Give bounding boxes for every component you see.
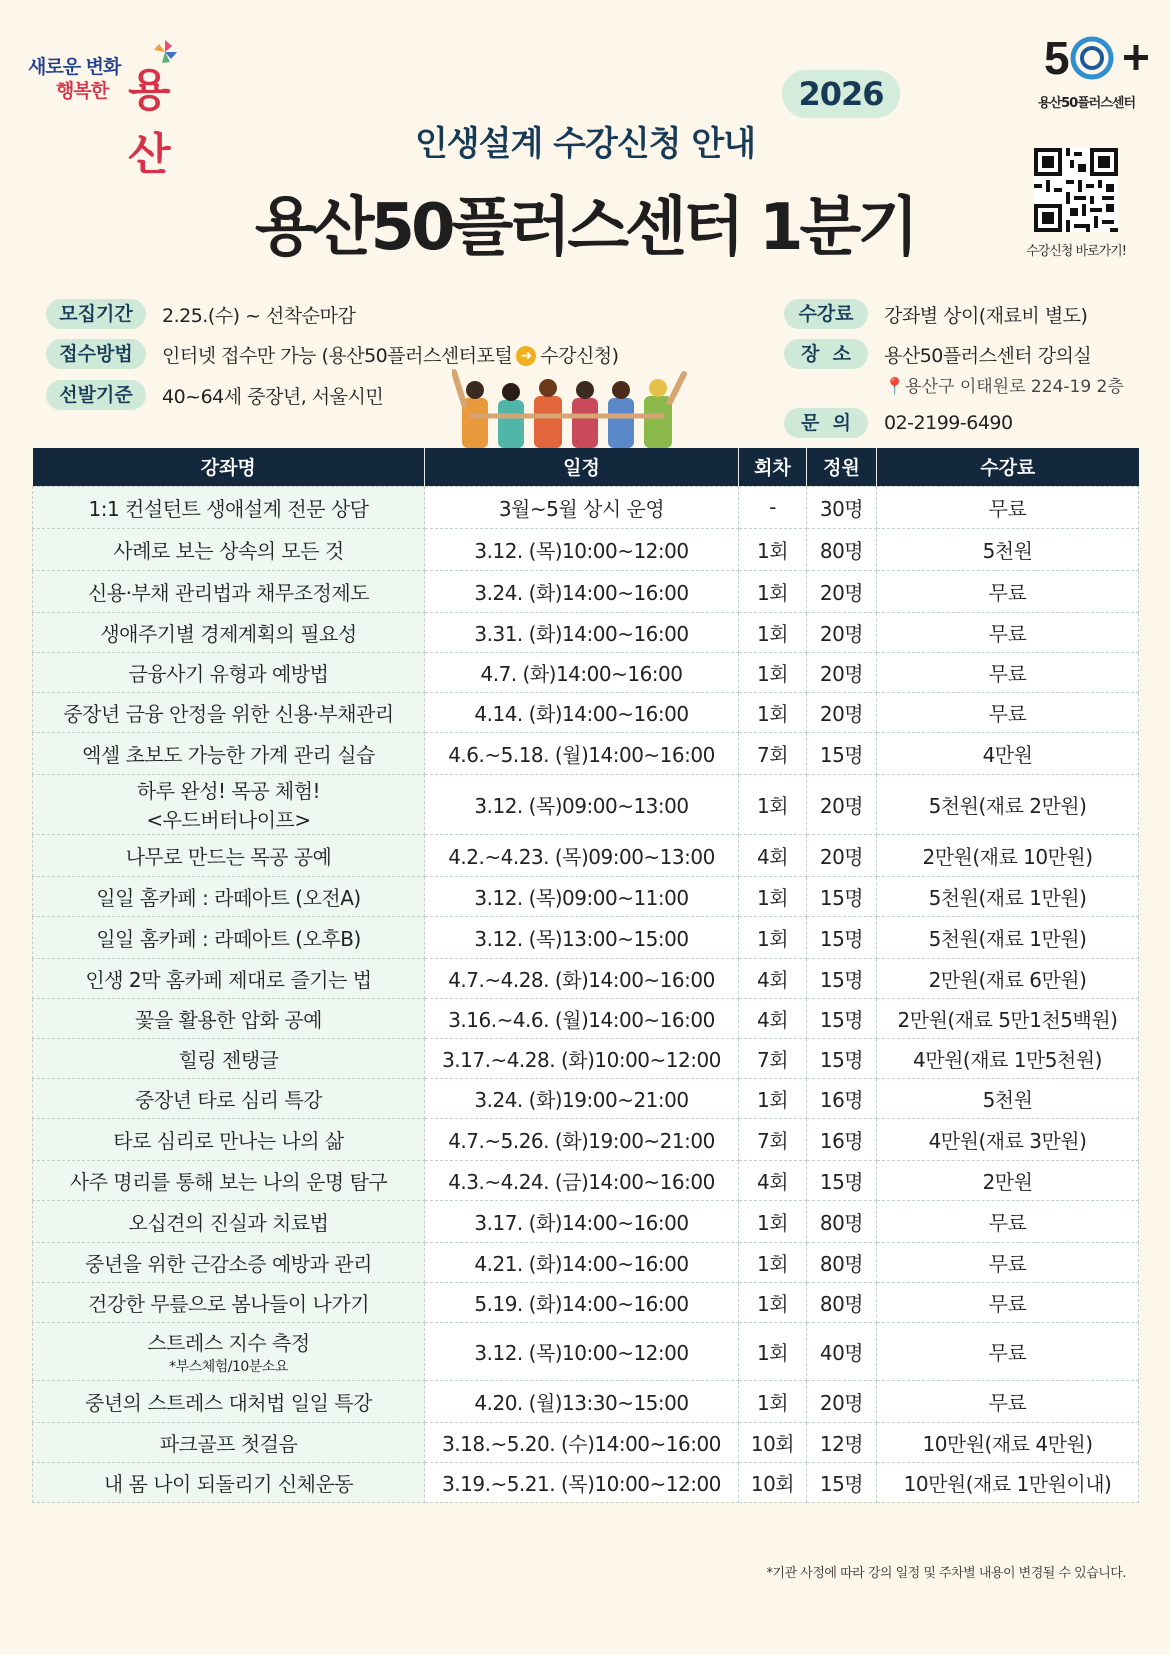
cell-capacity: 15명 bbox=[807, 1160, 877, 1200]
cell-sessions: 1회 bbox=[739, 774, 807, 834]
cell-course-name bbox=[33, 612, 425, 652]
course-name-text: 하루 완성! 목공 체험! bbox=[136, 779, 321, 803]
cell-schedule: 4.21. (화)14:00~16:00 bbox=[425, 1242, 739, 1282]
course-name-text: 1:1 컨설턴트 생애설계 전문 상담 bbox=[88, 496, 369, 521]
logo-caption: 용산50플러스센터 bbox=[1038, 96, 1135, 111]
cell-course-name bbox=[33, 1282, 425, 1322]
cell-sessions: 10회 bbox=[739, 1462, 807, 1502]
cell-fee: 무료 bbox=[877, 652, 1139, 692]
cell-schedule: 3.12. (목)09:00~13:00 bbox=[425, 774, 739, 834]
cell-course-name bbox=[33, 652, 425, 692]
info-label: 선발기준 bbox=[46, 380, 146, 410]
cell-schedule: 4.3.~4.24. (금)14:00~16:00 bbox=[425, 1160, 739, 1200]
info-recruitment-period bbox=[46, 299, 355, 329]
table-row bbox=[33, 958, 1139, 998]
cell-course-name bbox=[33, 1160, 425, 1200]
cell-course-name bbox=[33, 528, 425, 570]
table-row bbox=[33, 1322, 1139, 1380]
header-capacity: 정원 bbox=[807, 448, 877, 486]
course-name-text: 오십견의 진실과 치료법 bbox=[128, 1210, 329, 1235]
cell-fee: 4만원 bbox=[877, 732, 1139, 774]
qr-code-icon[interactable] bbox=[1034, 148, 1118, 232]
logo-place-name: 용산 bbox=[128, 65, 169, 180]
info-value: 40~64세 중장년, 서울시민 bbox=[162, 385, 384, 408]
cell-capacity: 30명 bbox=[807, 486, 877, 528]
cell-schedule: 3.17. (화)14:00~16:00 bbox=[425, 1200, 739, 1242]
cell-course-name bbox=[33, 1200, 425, 1242]
cell-schedule: 5.19. (화)14:00~16:00 bbox=[425, 1282, 739, 1322]
course-name-text: 파크골프 첫걸음 bbox=[159, 1431, 298, 1456]
pinwheel-icon bbox=[150, 38, 180, 66]
location-pin-icon: 📍 bbox=[884, 377, 906, 397]
cell-capacity: 20명 bbox=[807, 570, 877, 612]
people-cheering-illustration bbox=[452, 368, 692, 448]
course-name-text: 인생 2막 홈카페 제대로 즐기는 법 bbox=[85, 967, 372, 992]
cell-course-name bbox=[33, 916, 425, 958]
course-note: *부스체험/10분소요 bbox=[169, 1358, 288, 1375]
table-row bbox=[33, 774, 1139, 834]
cell-capacity: 16명 bbox=[807, 1078, 877, 1118]
course-name-text: 엑셀 초보도 가능한 가계 관리 실습 bbox=[82, 742, 375, 767]
table-row bbox=[33, 1160, 1139, 1200]
course-name-text: 중장년 타로 심리 특강 bbox=[135, 1087, 322, 1112]
cell-sessions: 4회 bbox=[739, 958, 807, 998]
cell-fee: 10만원(재료 1만원이내) bbox=[877, 1462, 1139, 1502]
course-name-text: 건강한 무릎으로 봄나들이 나가기 bbox=[87, 1291, 370, 1316]
course-name-text: 금융사기 유형과 예방법 bbox=[128, 661, 329, 686]
table-row bbox=[33, 570, 1139, 612]
cell-fee: 2만원(재료 5만1천5백원) bbox=[877, 998, 1139, 1038]
info-location bbox=[784, 339, 1091, 369]
info-value bbox=[162, 341, 619, 368]
info-value: 강좌별 상이(재료비 별도) bbox=[884, 304, 1088, 327]
cell-sessions: 1회 bbox=[739, 570, 807, 612]
cell-schedule: 3.17.~4.28. (화)10:00~12:00 bbox=[425, 1038, 739, 1078]
table-row bbox=[33, 1380, 1139, 1422]
logo-slogan-line2: 행복한 bbox=[56, 80, 109, 102]
cell-fee: 10만원(재료 4만원) bbox=[877, 1422, 1139, 1462]
address-text: 용산구 이태원로 224-19 2층 bbox=[905, 377, 1124, 397]
info-value-text: 인터넷 접수만 가능 (용산50플러스센터포털 bbox=[162, 344, 513, 367]
cell-schedule: 4.7. (화)14:00~16:00 bbox=[425, 652, 739, 692]
cell-capacity: 20명 bbox=[807, 692, 877, 732]
cell-schedule: 3월~5월 상시 운영 bbox=[425, 486, 739, 528]
course-name-text: 꽃을 활용한 압화 공예 bbox=[135, 1007, 322, 1032]
cell-sessions: 1회 bbox=[739, 1380, 807, 1422]
cell-course-name bbox=[33, 1422, 425, 1462]
cell-schedule: 3.18.~5.20. (수)14:00~16:00 bbox=[425, 1422, 739, 1462]
header-schedule: 일정 bbox=[425, 448, 739, 486]
cell-sessions: 1회 bbox=[739, 1242, 807, 1282]
page-title: 용산50플러스센터 1분기 bbox=[254, 191, 916, 265]
course-name-text: 중장년 금융 안정을 위한 신용·부채관리 bbox=[63, 701, 394, 726]
cell-fee: 5천원(재료 1만원) bbox=[877, 876, 1139, 916]
cell-fee: 무료 bbox=[877, 612, 1139, 652]
cell-course-name bbox=[33, 1462, 425, 1502]
cell-fee: 2만원 bbox=[877, 1160, 1139, 1200]
yongsan-logo bbox=[28, 38, 208, 180]
svg-text:5: 5 bbox=[1044, 32, 1070, 84]
info-value: 02-2199-6490 bbox=[884, 412, 1013, 434]
course-name-text: 힐링 젠탱글 bbox=[178, 1047, 279, 1072]
info-value: 2.25.(수) ~ 선착순마감 bbox=[162, 304, 356, 327]
table-header-row bbox=[33, 448, 1139, 486]
table-row bbox=[33, 732, 1139, 774]
header-fee: 수강료 bbox=[877, 448, 1139, 486]
cell-schedule: 3.12. (목)09:00~11:00 bbox=[425, 876, 739, 916]
cell-course-name bbox=[33, 1078, 425, 1118]
cell-sessions: 1회 bbox=[739, 1078, 807, 1118]
cell-capacity: 15명 bbox=[807, 732, 877, 774]
cell-capacity: 15명 bbox=[807, 1462, 877, 1502]
cell-schedule: 4.2.~4.23. (목)09:00~13:00 bbox=[425, 834, 739, 876]
course-name-text: 중년의 스트레스 대처법 일일 특강 bbox=[85, 1390, 372, 1415]
cell-course-name bbox=[33, 834, 425, 876]
cell-capacity: 20명 bbox=[807, 834, 877, 876]
cell-fee: 무료 bbox=[877, 486, 1139, 528]
cell-sessions: 1회 bbox=[739, 1322, 807, 1380]
cell-fee: 5천원 bbox=[877, 528, 1139, 570]
info-label: 수강료 bbox=[784, 299, 868, 329]
info-contact bbox=[784, 408, 1013, 438]
cell-capacity: 20명 bbox=[807, 1380, 877, 1422]
cell-course-name bbox=[33, 774, 425, 834]
info-selection-criteria bbox=[46, 380, 383, 410]
cell-sessions: 4회 bbox=[739, 834, 807, 876]
course-name-text: 내 몸 나이 되돌리기 신체운동 bbox=[103, 1471, 354, 1496]
table-row bbox=[33, 1078, 1139, 1118]
cell-sessions: 7회 bbox=[739, 732, 807, 774]
cell-fee: 5천원(재료 1만원) bbox=[877, 916, 1139, 958]
logo-slogan-line1: 새로운 변화 bbox=[28, 56, 121, 78]
table-row bbox=[33, 486, 1139, 528]
table-row bbox=[33, 1242, 1139, 1282]
cell-sessions: 4회 bbox=[739, 1160, 807, 1200]
cell-fee: 무료 bbox=[877, 1242, 1139, 1282]
cell-capacity: 80명 bbox=[807, 1200, 877, 1242]
info-value-tail: 수강신청) bbox=[540, 344, 619, 367]
cell-schedule: 4.7.~4.28. (화)14:00~16:00 bbox=[425, 958, 739, 998]
info-value: 용산50플러스센터 강의실 bbox=[884, 344, 1092, 367]
cell-sessions: 4회 bbox=[739, 998, 807, 1038]
course-name-text: 사례로 보는 상속의 모든 것 bbox=[113, 538, 344, 563]
cell-sessions: 1회 bbox=[739, 652, 807, 692]
table-row bbox=[33, 1200, 1139, 1242]
cell-sessions: 1회 bbox=[739, 1200, 807, 1242]
cell-capacity: 20명 bbox=[807, 652, 877, 692]
cell-schedule: 3.19.~5.21. (목)10:00~12:00 bbox=[425, 1462, 739, 1502]
cell-fee: 2만원(재료 6만원) bbox=[877, 958, 1139, 998]
cell-schedule: 4.20. (월)13:30~15:00 bbox=[425, 1380, 739, 1422]
table-row bbox=[33, 528, 1139, 570]
table-row bbox=[33, 612, 1139, 652]
cell-sessions: 1회 bbox=[739, 1282, 807, 1322]
table-row bbox=[33, 692, 1139, 732]
cell-course-name bbox=[33, 998, 425, 1038]
cell-capacity: 12명 bbox=[807, 1422, 877, 1462]
cell-course-name bbox=[33, 486, 425, 528]
cell-capacity: 80명 bbox=[807, 528, 877, 570]
cell-capacity: 20명 bbox=[807, 612, 877, 652]
table-row bbox=[33, 1282, 1139, 1322]
cell-sessions: 1회 bbox=[739, 528, 807, 570]
course-name-line2: <우드버터나이프> bbox=[146, 808, 311, 832]
cell-course-name bbox=[33, 1242, 425, 1282]
cell-course-name bbox=[33, 732, 425, 774]
course-name-text: 나무로 만드는 목공 공예 bbox=[125, 844, 332, 869]
cell-fee: 무료 bbox=[877, 1200, 1139, 1242]
course-name-text: 일일 홈카페 : 라떼아트 (오전A) bbox=[96, 885, 361, 910]
cell-course-name bbox=[33, 570, 425, 612]
info-label: 문 의 bbox=[784, 408, 868, 438]
cell-fee: 무료 bbox=[877, 1282, 1139, 1322]
table-row bbox=[33, 998, 1139, 1038]
table-row bbox=[33, 916, 1139, 958]
cell-sessions: 7회 bbox=[739, 1038, 807, 1078]
cell-capacity: 40명 bbox=[807, 1322, 877, 1380]
cell-schedule: 3.24. (화)19:00~21:00 bbox=[425, 1078, 739, 1118]
cell-capacity: 15명 bbox=[807, 916, 877, 958]
header-course-name: 강좌명 bbox=[33, 448, 425, 486]
cell-fee: 4만원(재료 1만5천원) bbox=[877, 1038, 1139, 1078]
cell-fee: 5천원(재료 2만원) bbox=[877, 774, 1139, 834]
course-name-text: 사주 명리를 통해 보는 나의 운명 탐구 bbox=[69, 1169, 388, 1194]
cell-schedule: 3.16.~4.6. (월)14:00~16:00 bbox=[425, 998, 739, 1038]
cell-sessions: 1회 bbox=[739, 692, 807, 732]
info-label: 장 소 bbox=[784, 339, 868, 369]
info-label: 모집기간 bbox=[46, 299, 146, 329]
cell-capacity: 80명 bbox=[807, 1282, 877, 1322]
cell-fee: 무료 bbox=[877, 692, 1139, 732]
course-name-text: 생애주기별 경제계획의 필요성 bbox=[100, 621, 357, 646]
cell-schedule: 3.31. (화)14:00~16:00 bbox=[425, 612, 739, 652]
cell-schedule: 4.6.~5.18. (월)14:00~16:00 bbox=[425, 732, 739, 774]
table-row bbox=[33, 652, 1139, 692]
cell-schedule: 4.14. (화)14:00~16:00 bbox=[425, 692, 739, 732]
cell-capacity: 80명 bbox=[807, 1242, 877, 1282]
cell-sessions: - bbox=[739, 486, 807, 528]
cell-course-name bbox=[33, 876, 425, 916]
cell-schedule: 3.24. (화)14:00~16:00 bbox=[425, 570, 739, 612]
cell-schedule: 3.12. (목)13:00~15:00 bbox=[425, 916, 739, 958]
cell-course-name bbox=[33, 692, 425, 732]
year-badge: 2026 bbox=[782, 70, 900, 118]
footnote: *기관 사정에 따라 강의 일정 및 주차별 내용이 변경될 수 있습니다. bbox=[766, 1566, 1126, 1581]
page-subtitle: 인생설계 수강신청 안내 bbox=[414, 124, 756, 164]
table-row bbox=[33, 1462, 1139, 1502]
cell-capacity: 15명 bbox=[807, 876, 877, 916]
info-fee bbox=[784, 299, 1087, 329]
cell-sessions: 1회 bbox=[739, 612, 807, 652]
course-name-text: 일일 홈카페 : 라떼아트 (오후B) bbox=[96, 926, 361, 951]
table-row bbox=[33, 1038, 1139, 1078]
cell-course-name bbox=[33, 958, 425, 998]
course-table bbox=[32, 448, 1139, 1503]
cell-sessions: 1회 bbox=[739, 916, 807, 958]
cell-schedule: 3.12. (목)10:00~12:00 bbox=[425, 528, 739, 570]
cell-sessions: 10회 bbox=[739, 1422, 807, 1462]
cell-capacity: 15명 bbox=[807, 1038, 877, 1078]
qr-caption: 수강신청 바로가기! bbox=[1026, 244, 1126, 259]
cell-fee: 무료 bbox=[877, 570, 1139, 612]
cell-fee: 2만원(재료 10만원) bbox=[877, 834, 1139, 876]
cell-sessions: 7회 bbox=[739, 1118, 807, 1160]
arrow-right-icon: ➜ bbox=[516, 346, 536, 366]
cell-course-name bbox=[33, 1038, 425, 1078]
fifty-plus-mark-icon bbox=[1044, 30, 1154, 86]
table-row bbox=[33, 834, 1139, 876]
table-row bbox=[33, 876, 1139, 916]
cell-capacity: 16명 bbox=[807, 1118, 877, 1160]
info-application-method bbox=[46, 339, 619, 369]
table-row bbox=[33, 1118, 1139, 1160]
fifty-plus-logo bbox=[1040, 30, 1160, 110]
cell-fee: 5천원 bbox=[877, 1078, 1139, 1118]
course-name-text: 타로 심리로 만나는 나의 삶 bbox=[113, 1128, 344, 1153]
cell-schedule: 4.7.~5.26. (화)19:00~21:00 bbox=[425, 1118, 739, 1160]
course-name-text: 중년을 위한 근감소증 예방과 관리 bbox=[85, 1251, 372, 1276]
cell-schedule: 3.12. (목)10:00~12:00 bbox=[425, 1322, 739, 1380]
cell-capacity: 15명 bbox=[807, 958, 877, 998]
cell-course-name bbox=[33, 1322, 425, 1380]
cell-fee: 무료 bbox=[877, 1322, 1139, 1380]
cell-course-name bbox=[33, 1380, 425, 1422]
table-row bbox=[33, 1422, 1139, 1462]
course-name-text: 신용·부채 관리법과 채무조정제도 bbox=[87, 580, 370, 605]
address bbox=[884, 372, 1124, 397]
cell-fee: 4만원(재료 3만원) bbox=[877, 1118, 1139, 1160]
cell-fee: 무료 bbox=[877, 1380, 1139, 1422]
cell-capacity: 20명 bbox=[807, 774, 877, 834]
cell-sessions: 1회 bbox=[739, 876, 807, 916]
info-label: 접수방법 bbox=[46, 339, 146, 369]
header-sessions: 회차 bbox=[739, 448, 807, 486]
cell-capacity: 15명 bbox=[807, 998, 877, 1038]
course-name-text: 스트레스 지수 측정 bbox=[147, 1330, 310, 1355]
cell-course-name bbox=[33, 1118, 425, 1160]
